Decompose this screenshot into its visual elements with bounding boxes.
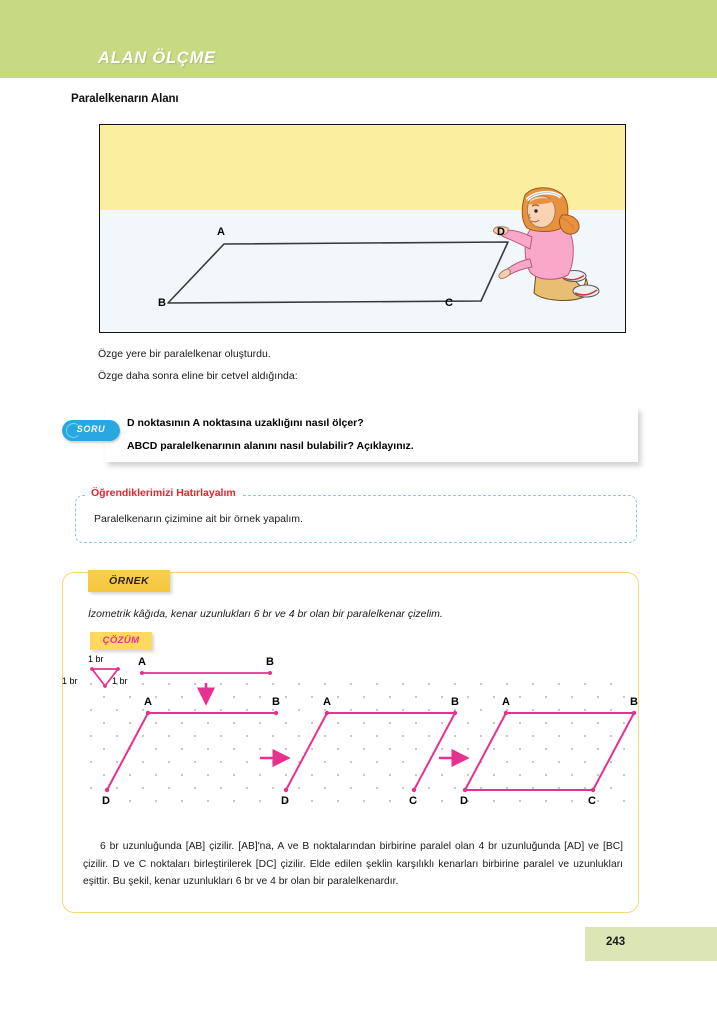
question-line-1: D noktasının A noktasına uzaklığını nasıl ölçer? <box>127 417 364 429</box>
isometric-figure <box>62 655 639 820</box>
step2-label-d: D <box>281 795 289 807</box>
step2-label-a: A <box>323 696 331 708</box>
illustration-panel <box>99 124 626 333</box>
illus-vertex-a: A <box>217 226 225 238</box>
step3-label-c: C <box>588 795 596 807</box>
question-line-2: ABCD paralelkenarının alanını nasıl bulabilir? Açıklayınız. <box>127 440 414 452</box>
step1-label-d: D <box>102 795 110 807</box>
question-box <box>105 407 638 462</box>
unit-label-top: 1 br <box>88 654 104 664</box>
example-tab <box>88 570 170 592</box>
unit-label-right: 1 br <box>112 676 128 686</box>
step1-label-a: A <box>144 696 152 708</box>
body-text-line-1: Özge yere bir paralelkenar oluşturdu. <box>98 348 271 360</box>
page-number: 243 <box>606 936 626 948</box>
example-tab-label: ÖRNEK <box>109 575 149 587</box>
solution-tab-label: ÇÖZÜM <box>102 635 140 646</box>
isometric-graphic <box>62 655 639 820</box>
recall-text: Paralelkenarın çizimine ait bir örnek yapalım. <box>94 513 303 525</box>
illustration-graphic <box>100 125 626 333</box>
girl-illustration <box>494 188 599 301</box>
illus-vertex-b: B <box>158 297 166 309</box>
example-prompt: İzometrik kâğıda, kenar uzunlukları 6 br ve 4 br olan bir paralelkenar çizelim. <box>88 608 443 620</box>
body-text-line-2: Özge daha sonra eline bir cetvel aldığında: <box>98 370 298 382</box>
page-number-block <box>585 927 717 961</box>
page-title: ALAN ÖLÇME <box>98 49 216 67</box>
step1-label-b: B <box>272 696 280 708</box>
step0-label-a: A <box>138 656 146 668</box>
step3-label-d: D <box>460 795 468 807</box>
step3-label-b: B <box>630 696 638 708</box>
step2-label-c: C <box>409 795 417 807</box>
recall-title: Öğrendiklerimizi Hatırlayalım <box>85 487 242 499</box>
closing-text: 6 br uzunluğunda [AB] çizilir. [AB]'na, A ve B noktalarından birbirine paralel olan 4 br uzunluğunda [AD] ve [BC] çizilir. D ve C noktaları birleştirilerek [DC] çizilir. Elde edilen şeklin karşılıklı kenarları birbirine paralel ve uzunlukları eşittir. Bu şekil, kenar uzunlukları 6 br ve 4 br olan bir paralelkenardır. <box>83 841 623 887</box>
solution-tab <box>90 632 152 650</box>
step3-label-a: A <box>502 696 510 708</box>
soru-badge <box>62 420 120 441</box>
unit-label-left: 1 br <box>62 676 78 686</box>
illus-vertex-c: C <box>445 297 453 309</box>
illus-vertex-d: D <box>497 226 505 238</box>
section-heading: Paralelkenarın Alanı <box>71 93 179 105</box>
closing-paragraph <box>83 838 623 891</box>
step2-label-b: B <box>451 696 459 708</box>
soru-badge-label: SORU <box>76 424 106 434</box>
step0-label-b: B <box>266 656 274 668</box>
